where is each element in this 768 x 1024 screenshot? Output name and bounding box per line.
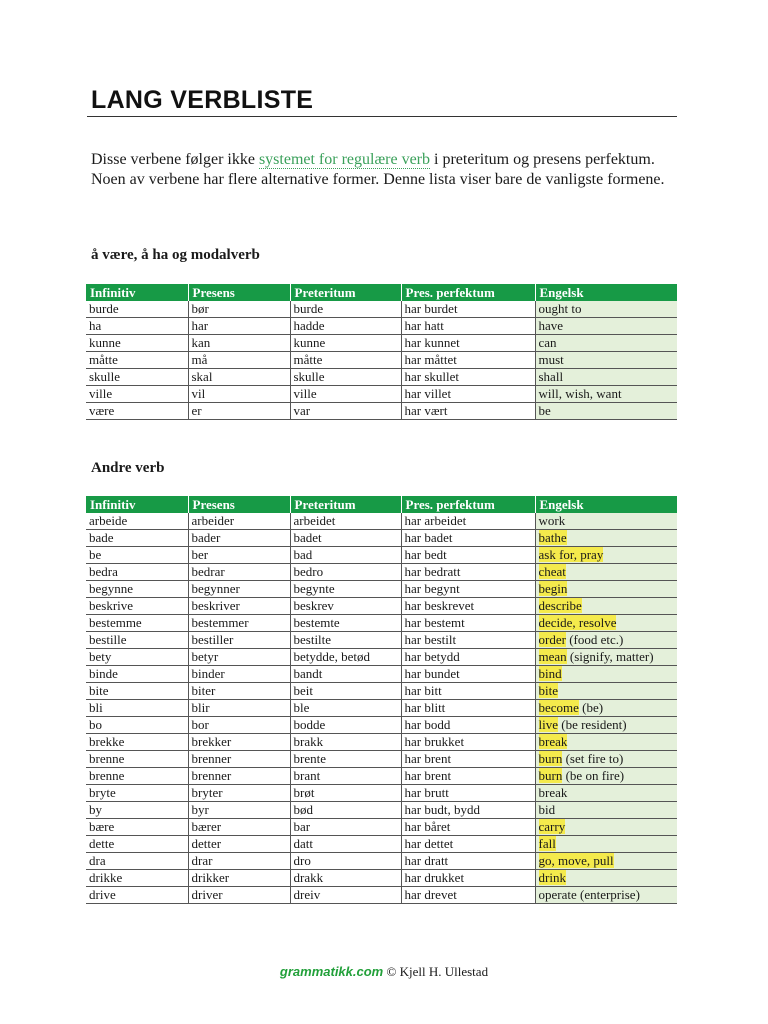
pres-perfektum-cell: har badet xyxy=(401,530,535,547)
infinitiv-cell: bryte xyxy=(86,785,188,802)
infinitiv-cell: by xyxy=(86,802,188,819)
presens-cell: drikker xyxy=(188,870,290,887)
infinitiv-cell: brekke xyxy=(86,734,188,751)
highlighted-translation: live xyxy=(538,717,558,732)
pres-perfektum-cell: har begynt xyxy=(401,581,535,598)
engelsk-cell xyxy=(535,564,677,581)
pres-perfektum-cell: har dratt xyxy=(401,853,535,870)
infinitiv-cell: beskrive xyxy=(86,598,188,615)
presens-cell: bestemmer xyxy=(188,615,290,632)
page-footer xyxy=(0,964,768,980)
page-title: LANG VERBLISTE xyxy=(91,86,314,114)
presens-cell: brenner xyxy=(188,751,290,768)
infinitiv-cell: brenne xyxy=(86,768,188,785)
presens-cell: bor xyxy=(188,717,290,734)
table-row xyxy=(86,700,677,717)
intro-text-before: Disse verbene følger ikke xyxy=(91,151,259,168)
presens-cell: detter xyxy=(188,836,290,853)
preteritum-cell: var xyxy=(290,403,401,420)
highlighted-translation: burn xyxy=(538,751,563,766)
column-header-preteritum: Preteritum xyxy=(290,284,401,301)
highlighted-translation: bite xyxy=(538,683,558,698)
table-row xyxy=(86,666,677,683)
presens-cell: blir xyxy=(188,700,290,717)
regular-verbs-link[interactable]: systemet for regulære verb xyxy=(258,151,430,168)
table-row xyxy=(86,785,677,802)
preteritum-cell: kunne xyxy=(290,335,401,352)
translation-text: ought to xyxy=(538,301,582,316)
column-header-presens: Presens xyxy=(188,284,290,301)
preteritum-cell: skulle xyxy=(290,369,401,386)
preteritum-cell: brakk xyxy=(290,734,401,751)
infinitiv-cell: burde xyxy=(86,301,188,318)
pres-perfektum-cell: har drukket xyxy=(401,870,535,887)
infinitiv-cell: bedra xyxy=(86,564,188,581)
engelsk-cell xyxy=(535,700,677,717)
engelsk-cell xyxy=(535,318,677,335)
column-header-preteritum: Preteritum xyxy=(290,496,401,513)
column-header-pres-perfektum: Pres. perfektum xyxy=(401,496,535,513)
intro-paragraph xyxy=(91,150,681,189)
table-row xyxy=(86,802,677,819)
translation-text: can xyxy=(538,335,557,350)
engelsk-cell xyxy=(535,352,677,369)
table-row xyxy=(86,853,677,870)
table-row xyxy=(86,632,677,649)
table-row xyxy=(86,683,677,700)
engelsk-cell xyxy=(535,530,677,547)
pres-perfektum-cell: har bodd xyxy=(401,717,535,734)
table-row xyxy=(86,564,677,581)
table-row xyxy=(86,530,677,547)
engelsk-cell xyxy=(535,717,677,734)
translation-text: (set fire to) xyxy=(562,751,624,766)
section-heading-modal-verbs: å være, å ha og modalverb xyxy=(91,247,260,263)
column-header-engelsk: Engelsk xyxy=(535,284,677,301)
pres-perfektum-cell: har kunnet xyxy=(401,335,535,352)
table-row xyxy=(86,819,677,836)
pres-perfektum-cell: har arbeidet xyxy=(401,513,535,530)
translation-text: must xyxy=(538,352,564,367)
preteritum-cell: arbeidet xyxy=(290,513,401,530)
infinitiv-cell: ha xyxy=(86,318,188,335)
engelsk-cell xyxy=(535,768,677,785)
presens-cell: skal xyxy=(188,369,290,386)
table-row xyxy=(86,768,677,785)
table-row xyxy=(86,649,677,666)
infinitiv-cell: ville xyxy=(86,386,188,403)
infinitiv-cell: måtte xyxy=(86,352,188,369)
preteritum-cell: bad xyxy=(290,547,401,564)
translation-text: (be on fire) xyxy=(562,768,625,783)
intro-text-after: i preteritum og presens perfektum. Noen av verbene har flere alternative former. Denne lista viser bare de vanligste formene. xyxy=(91,151,665,188)
preteritum-cell: dreiv xyxy=(290,887,401,904)
highlighted-translation: ask for, pray xyxy=(538,547,604,562)
translation-text: be xyxy=(538,403,551,418)
pres-perfektum-cell: har drevet xyxy=(401,887,535,904)
preteritum-cell: brant xyxy=(290,768,401,785)
translation-text: work xyxy=(538,513,566,528)
highlighted-translation: break xyxy=(538,734,568,749)
table-header-row xyxy=(86,496,677,513)
infinitiv-cell: dette xyxy=(86,836,188,853)
preteritum-cell: måtte xyxy=(290,352,401,369)
infinitiv-cell: være xyxy=(86,403,188,420)
engelsk-cell xyxy=(535,836,677,853)
pres-perfektum-cell: har beskrevet xyxy=(401,598,535,615)
preteritum-cell: bandt xyxy=(290,666,401,683)
table-row xyxy=(86,352,677,369)
engelsk-cell xyxy=(535,632,677,649)
infinitiv-cell: bo xyxy=(86,717,188,734)
highlighted-translation: fall xyxy=(538,836,556,851)
infinitiv-cell: arbeide xyxy=(86,513,188,530)
pres-perfektum-cell: har dettet xyxy=(401,836,535,853)
pres-perfektum-cell: har bestemt xyxy=(401,615,535,632)
preteritum-cell: ville xyxy=(290,386,401,403)
engelsk-cell xyxy=(535,734,677,751)
infinitiv-cell: kunne xyxy=(86,335,188,352)
preteritum-cell: ble xyxy=(290,700,401,717)
presens-cell: begynner xyxy=(188,581,290,598)
infinitiv-cell: drive xyxy=(86,887,188,904)
table-row xyxy=(86,615,677,632)
infinitiv-cell: binde xyxy=(86,666,188,683)
pres-perfektum-cell: har båret xyxy=(401,819,535,836)
preteritum-cell: brente xyxy=(290,751,401,768)
engelsk-cell xyxy=(535,819,677,836)
preteritum-cell: hadde xyxy=(290,318,401,335)
infinitiv-cell: bestille xyxy=(86,632,188,649)
presens-cell: vil xyxy=(188,386,290,403)
preteritum-cell: bodde xyxy=(290,717,401,734)
pres-perfektum-cell: har bestilt xyxy=(401,632,535,649)
preteritum-cell: betydde, betød xyxy=(290,649,401,666)
presens-cell: bestiller xyxy=(188,632,290,649)
presens-cell: bader xyxy=(188,530,290,547)
pres-perfektum-cell: har vært xyxy=(401,403,535,420)
infinitiv-cell: bite xyxy=(86,683,188,700)
infinitiv-cell: skulle xyxy=(86,369,188,386)
translation-text: break xyxy=(538,785,568,800)
table-row xyxy=(86,513,677,530)
presens-cell: bærer xyxy=(188,819,290,836)
preteritum-cell: bar xyxy=(290,819,401,836)
preteritum-cell: burde xyxy=(290,301,401,318)
table-row xyxy=(86,403,677,420)
engelsk-cell xyxy=(535,386,677,403)
infinitiv-cell: bestemme xyxy=(86,615,188,632)
preteritum-cell: dro xyxy=(290,853,401,870)
infinitiv-cell: bade xyxy=(86,530,188,547)
column-header-infinitiv: Infinitiv xyxy=(86,496,188,513)
presens-cell: biter xyxy=(188,683,290,700)
highlighted-translation: drink xyxy=(538,870,566,885)
engelsk-cell xyxy=(535,598,677,615)
engelsk-cell xyxy=(535,581,677,598)
table-row xyxy=(86,734,677,751)
preteritum-cell: drakk xyxy=(290,870,401,887)
highlighted-translation: mean xyxy=(538,649,567,664)
column-header-engelsk: Engelsk xyxy=(535,496,677,513)
infinitiv-cell: bety xyxy=(86,649,188,666)
pres-perfektum-cell: har skullet xyxy=(401,369,535,386)
translation-text: (signify, matter) xyxy=(566,649,654,664)
column-header-infinitiv: Infinitiv xyxy=(86,284,188,301)
pres-perfektum-cell: har hatt xyxy=(401,318,535,335)
engelsk-cell xyxy=(535,853,677,870)
presens-cell: er xyxy=(188,403,290,420)
table-row xyxy=(86,717,677,734)
highlighted-translation: bathe xyxy=(538,530,567,545)
highlighted-translation: burn xyxy=(538,768,563,783)
engelsk-cell xyxy=(535,802,677,819)
column-header-pres-perfektum: Pres. perfektum xyxy=(401,284,535,301)
highlighted-translation: describe xyxy=(538,598,582,613)
infinitiv-cell: drikke xyxy=(86,870,188,887)
translation-text: operate (enterprise) xyxy=(538,887,640,902)
table-row xyxy=(86,369,677,386)
table-header-row xyxy=(86,284,677,301)
presens-cell: brenner xyxy=(188,768,290,785)
footer-brand-link[interactable]: grammatikk.com xyxy=(279,964,384,979)
preteritum-cell: beskrev xyxy=(290,598,401,615)
pres-perfektum-cell: har villet xyxy=(401,386,535,403)
translation-text: shall xyxy=(538,369,564,384)
presens-cell: har xyxy=(188,318,290,335)
presens-cell: drar xyxy=(188,853,290,870)
pres-perfektum-cell: har bedratt xyxy=(401,564,535,581)
pres-perfektum-cell: har burdet xyxy=(401,301,535,318)
highlighted-translation: order xyxy=(538,632,566,647)
translation-text: (be resident) xyxy=(558,717,627,732)
pres-perfektum-cell: har brutt xyxy=(401,785,535,802)
engelsk-cell xyxy=(535,335,677,352)
pres-perfektum-cell: har måttet xyxy=(401,352,535,369)
table-row xyxy=(86,581,677,598)
preteritum-cell: begynte xyxy=(290,581,401,598)
pres-perfektum-cell: har bundet xyxy=(401,666,535,683)
pres-perfektum-cell: har brent xyxy=(401,751,535,768)
infinitiv-cell: begynne xyxy=(86,581,188,598)
footer-copyright: © Kjell H. Ullestad xyxy=(386,964,489,979)
pres-perfektum-cell: har bitt xyxy=(401,683,535,700)
infinitiv-cell: bære xyxy=(86,819,188,836)
preteritum-cell: badet xyxy=(290,530,401,547)
presens-cell: brekker xyxy=(188,734,290,751)
engelsk-cell xyxy=(535,301,677,318)
pres-perfektum-cell: har blitt xyxy=(401,700,535,717)
highlighted-translation: cheat xyxy=(538,564,566,579)
presens-cell: bryter xyxy=(188,785,290,802)
pres-perfektum-cell: har brukket xyxy=(401,734,535,751)
pres-perfektum-cell: har betydd xyxy=(401,649,535,666)
preteritum-cell: bød xyxy=(290,802,401,819)
preteritum-cell: bestemte xyxy=(290,615,401,632)
engelsk-cell xyxy=(535,649,677,666)
infinitiv-cell: brenne xyxy=(86,751,188,768)
presens-cell: bør xyxy=(188,301,290,318)
table-row xyxy=(86,386,677,403)
translation-text: will, wish, want xyxy=(538,386,622,401)
engelsk-cell xyxy=(535,513,677,530)
engelsk-cell xyxy=(535,683,677,700)
presens-cell: beskriver xyxy=(188,598,290,615)
engelsk-cell xyxy=(535,785,677,802)
preteritum-cell: bestilte xyxy=(290,632,401,649)
table-row xyxy=(86,547,677,564)
presens-cell: ber xyxy=(188,547,290,564)
table-row xyxy=(86,836,677,853)
infinitiv-cell: dra xyxy=(86,853,188,870)
table-row xyxy=(86,887,677,904)
presens-cell: driver xyxy=(188,887,290,904)
table-row xyxy=(86,870,677,887)
table-row xyxy=(86,751,677,768)
engelsk-cell xyxy=(535,887,677,904)
translation-text: (food etc.) xyxy=(565,632,624,647)
table-row xyxy=(86,598,677,615)
presens-cell: binder xyxy=(188,666,290,683)
preteritum-cell: beit xyxy=(290,683,401,700)
title-divider xyxy=(87,116,677,117)
engelsk-cell xyxy=(535,751,677,768)
engelsk-cell xyxy=(535,403,677,420)
engelsk-cell xyxy=(535,870,677,887)
highlighted-translation: become xyxy=(538,700,579,715)
section-heading-other-verbs: Andre verb xyxy=(91,460,165,476)
table-row xyxy=(86,301,677,318)
pres-perfektum-cell: har budt, bydd xyxy=(401,802,535,819)
translation-text: (be) xyxy=(578,700,604,715)
infinitiv-cell: bli xyxy=(86,700,188,717)
presens-cell: kan xyxy=(188,335,290,352)
translation-text: have xyxy=(538,318,564,333)
presens-cell: arbeider xyxy=(188,513,290,530)
infinitiv-cell: be xyxy=(86,547,188,564)
presens-cell: må xyxy=(188,352,290,369)
engelsk-cell xyxy=(535,666,677,683)
translation-text: bid xyxy=(538,802,556,817)
column-header-presens: Presens xyxy=(188,496,290,513)
other-verbs-table xyxy=(86,496,677,904)
highlighted-translation: go, move, pull xyxy=(538,853,614,868)
highlighted-translation: carry xyxy=(538,819,566,834)
highlighted-translation: bind xyxy=(538,666,562,681)
table-row xyxy=(86,318,677,335)
table-row xyxy=(86,335,677,352)
pres-perfektum-cell: har brent xyxy=(401,768,535,785)
engelsk-cell xyxy=(535,369,677,386)
preteritum-cell: bedro xyxy=(290,564,401,581)
preteritum-cell: brøt xyxy=(290,785,401,802)
engelsk-cell xyxy=(535,547,677,564)
modal-verbs-table xyxy=(86,284,677,420)
pres-perfektum-cell: har bedt xyxy=(401,547,535,564)
highlighted-translation: begin xyxy=(538,581,568,596)
engelsk-cell xyxy=(535,615,677,632)
presens-cell: byr xyxy=(188,802,290,819)
highlighted-translation: decide, resolve xyxy=(538,615,617,630)
presens-cell: bedrar xyxy=(188,564,290,581)
preteritum-cell: datt xyxy=(290,836,401,853)
presens-cell: betyr xyxy=(188,649,290,666)
